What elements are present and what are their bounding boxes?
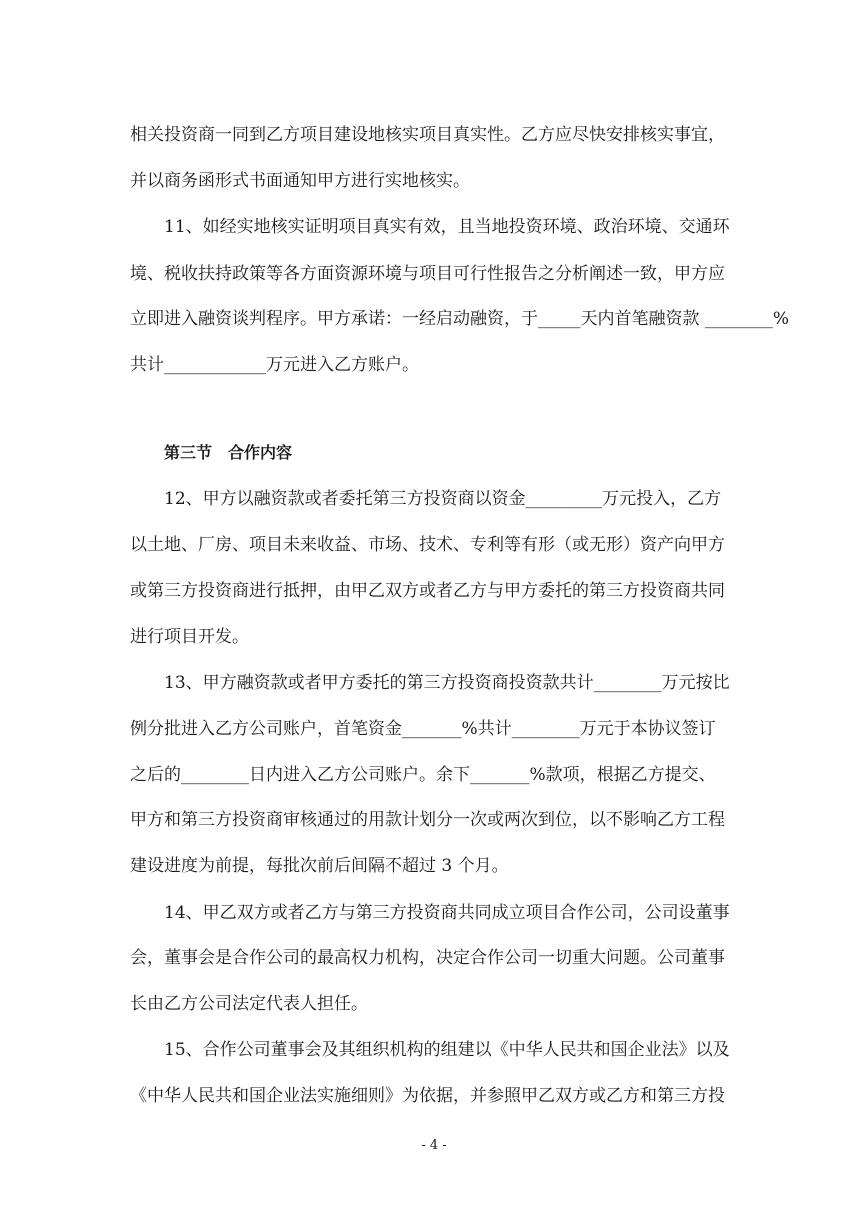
text-line: 《中华人民共和国企业法实施细则》为依据，并参照甲乙双方或乙方和第三方投	[130, 1086, 725, 1106]
text-line: 共计____________万元进入乙方账户。	[130, 355, 419, 375]
text-line: 例分批进入乙方公司账户，首笔资金_______%共计________万元于本协议签订	[130, 719, 716, 739]
text-line: 相关投资商一同到乙方项目建设地核实项目真实性。乙方应尽快安排核实事宜，	[130, 125, 725, 145]
text-line: 建设进度为前提，每批次前后间隔不超过 3 个月。	[130, 856, 509, 876]
text-line: 并以商务函形式书面通知甲方进行实地核实。	[130, 171, 470, 191]
text-line: 甲方和第三方投资商审核通过的用款计划分一次或两次到位，以不影响乙方工程	[130, 810, 725, 830]
text-line: 12、甲方以融资款或者委托第三方投资商以资金_________万元投入，乙方	[164, 489, 722, 509]
section-heading: 第三节 合作内容	[164, 443, 293, 462]
text-line: 进行项目开发。	[130, 627, 249, 647]
page-number: - 4 -	[421, 1138, 447, 1153]
text-line: 11、如经实地核实证明项目真实有效，且当地投资环境、政治环境、交通环	[164, 217, 730, 237]
text-line: 立即进入融资谈判程序。甲方承诺：一经启动融资，于_____天内首笔融资款 ________%	[130, 309, 790, 329]
text-line: 以土地、厂房、项目未来收益、市场、技术、专利等有形（或无形）资产向甲方	[130, 535, 725, 555]
text-line: 境、税收扶持政策等各方面资源环境与项目可行性报告之分析阐述一致，甲方应	[130, 264, 725, 284]
text-line: 14、甲乙双方或者乙方与第三方投资商共同成立项目合作公司，公司设董事	[164, 903, 730, 923]
text-line: 15、合作公司董事会及其组织机构的组建以《中华人民共和国企业法》以及	[164, 1040, 730, 1060]
text-line: 会，董事会是合作公司的最高权力机构，决定合作公司一切重大问题。公司董事	[130, 948, 725, 968]
text-line: 13、甲方融资款或者甲方委托的第三方投资商投资款共计________万元按比	[164, 673, 730, 693]
text-line: 长由乙方公司法定代表人担任。	[130, 994, 368, 1014]
text-line: 或第三方投资商进行抵押，由甲乙双方或者乙方与甲方委托的第三方投资商共同	[130, 581, 725, 601]
text-line: 之后的________日内进入乙方公司账户。余下_______%款项，根据乙方提交、	[130, 765, 716, 785]
